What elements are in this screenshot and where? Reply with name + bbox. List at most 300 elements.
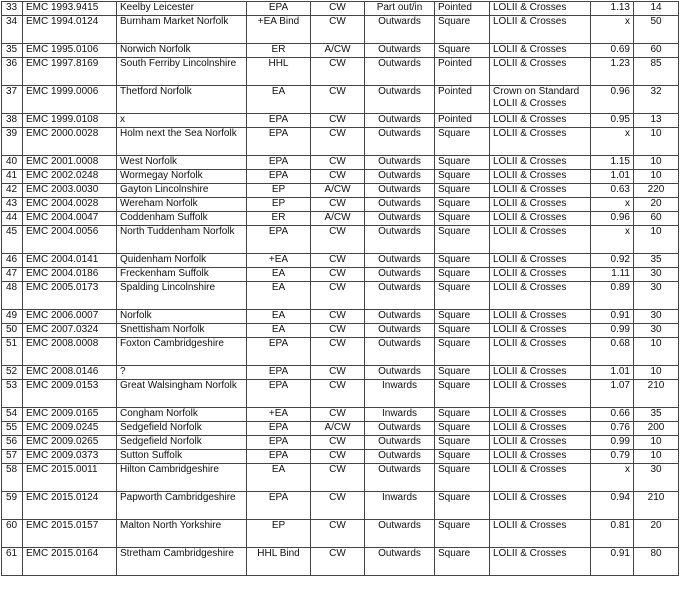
row-number-cell: 51 (2, 338, 23, 366)
quantity-cell: 30 (634, 324, 679, 338)
row-number-cell: 57 (2, 450, 23, 464)
findspot-cell: Quidenham Norfolk (117, 254, 247, 268)
direction-cell: A/CW (311, 212, 365, 226)
direction-cell: CW (311, 2, 365, 16)
terminal-shape-cell: Square (435, 464, 490, 492)
type-code-cell: EPA (247, 156, 311, 170)
orientation-cell: Outwards (365, 464, 435, 492)
direction-cell: CW (311, 114, 365, 128)
table-row (2, 450, 679, 464)
design-cell: LOLII & Crosses (490, 44, 591, 58)
row-number-cell: 35 (2, 44, 23, 58)
table-row (2, 184, 679, 198)
row-number-cell: 59 (2, 492, 23, 520)
orientation-cell: Outwards (365, 184, 435, 198)
findspot-cell: ? (117, 366, 247, 380)
quantity-cell: 50 (634, 16, 679, 44)
table-row (2, 2, 679, 16)
row-number-cell: 49 (2, 310, 23, 324)
table-row (2, 436, 679, 450)
type-code-cell: HHL (247, 58, 311, 86)
type-code-cell: +EA (247, 254, 311, 268)
type-code-cell: ER (247, 212, 311, 226)
weight-cell: x (591, 226, 634, 254)
type-code-cell: EA (247, 310, 311, 324)
quantity-cell: 60 (634, 212, 679, 226)
quantity-cell: 210 (634, 380, 679, 408)
orientation-cell: Outwards (365, 436, 435, 450)
type-code-cell: EP (247, 184, 311, 198)
weight-cell: x (591, 464, 634, 492)
findspot-cell: Sedgefield Norfolk (117, 436, 247, 450)
row-number-cell: 43 (2, 198, 23, 212)
design-cell: LOLII & Crosses (490, 338, 591, 366)
terminal-shape-cell: Square (435, 520, 490, 548)
emc-reference-cell: EMC 2015.0164 (23, 548, 117, 576)
row-number-cell: 58 (2, 464, 23, 492)
emc-reference-cell: EMC 2002.0248 (23, 170, 117, 184)
table-row (2, 44, 679, 58)
emc-reference-cell: EMC 2015.0124 (23, 492, 117, 520)
design-cell: LOLII & Crosses (490, 436, 591, 450)
orientation-cell: Outwards (365, 422, 435, 436)
orientation-cell: Inwards (365, 492, 435, 520)
findspot-cell: Great Walsingham Norfolk (117, 380, 247, 408)
emc-reference-cell: EMC 1999.0108 (23, 114, 117, 128)
row-number-cell: 52 (2, 366, 23, 380)
quantity-cell: 10 (634, 366, 679, 380)
type-code-cell: EPA (247, 2, 311, 16)
table-row (2, 338, 679, 366)
direction-cell: CW (311, 170, 365, 184)
quantity-cell: 30 (634, 464, 679, 492)
findspot-cell: Spalding Lincolnshire (117, 282, 247, 310)
type-code-cell: EPA (247, 128, 311, 156)
findspot-cell: Freckenham Suffolk (117, 268, 247, 282)
orientation-cell: Outwards (365, 338, 435, 366)
quantity-cell: 200 (634, 422, 679, 436)
direction-cell: CW (311, 128, 365, 156)
orientation-cell: Inwards (365, 380, 435, 408)
weight-cell: 0.91 (591, 310, 634, 324)
quantity-cell: 13 (634, 114, 679, 128)
row-number-cell: 42 (2, 184, 23, 198)
quantity-cell: 220 (634, 184, 679, 198)
design-cell: LOLII & Crosses (490, 520, 591, 548)
type-code-cell: EPA (247, 366, 311, 380)
terminal-shape-cell: Square (435, 310, 490, 324)
table-row (2, 114, 679, 128)
findspot-cell: Sutton Suffolk (117, 450, 247, 464)
emc-reference-cell: EMC 2001.0008 (23, 156, 117, 170)
findspot-cell: South Ferriby Lincolnshire (117, 58, 247, 86)
terminal-shape-cell: Square (435, 380, 490, 408)
terminal-shape-cell: Square (435, 156, 490, 170)
design-cell: LOLII & Crosses (490, 450, 591, 464)
design-cell: LOLII & Crosses (490, 254, 591, 268)
terminal-shape-cell: Square (435, 184, 490, 198)
type-code-cell: EP (247, 520, 311, 548)
emc-reference-cell: EMC 1995.0106 (23, 44, 117, 58)
findspot-cell: Norwich Norfolk (117, 44, 247, 58)
design-cell: LOLII & Crosses (490, 282, 591, 310)
table-row (2, 520, 679, 548)
orientation-cell: Outwards (365, 548, 435, 576)
findspot-cell: Holm next the Sea Norfolk (117, 128, 247, 156)
terminal-shape-cell: Square (435, 408, 490, 422)
table-row (2, 170, 679, 184)
emc-reference-cell: EMC 2009.0245 (23, 422, 117, 436)
design-cell: LOLII & Crosses (490, 226, 591, 254)
weight-cell: 0.96 (591, 86, 634, 114)
type-code-cell: EPA (247, 226, 311, 254)
emc-reference-cell: EMC 2007.0324 (23, 324, 117, 338)
emc-reference-cell: EMC 2009.0265 (23, 436, 117, 450)
design-cell: LOLII & Crosses (490, 366, 591, 380)
findspot-cell: Coddenham Suffolk (117, 212, 247, 226)
row-number-cell: 44 (2, 212, 23, 226)
findspot-cell: Malton North Yorkshire (117, 520, 247, 548)
findspot-cell: Keelby Leicester (117, 2, 247, 16)
type-code-cell: EPA (247, 338, 311, 366)
direction-cell: CW (311, 548, 365, 576)
orientation-cell: Outwards (365, 226, 435, 254)
type-code-cell: EA (247, 324, 311, 338)
weight-cell: 1.23 (591, 58, 634, 86)
quantity-cell: 60 (634, 44, 679, 58)
design-cell: LOLII & Crosses (490, 198, 591, 212)
design-cell: LOLII & Crosses (490, 212, 591, 226)
orientation-cell: Outwards (365, 114, 435, 128)
row-number-cell: 47 (2, 268, 23, 282)
orientation-cell: Outwards (365, 366, 435, 380)
row-number-cell: 38 (2, 114, 23, 128)
type-code-cell: HHL Bind (247, 548, 311, 576)
direction-cell: CW (311, 282, 365, 310)
weight-cell: x (591, 128, 634, 156)
direction-cell: CW (311, 324, 365, 338)
row-number-cell: 60 (2, 520, 23, 548)
terminal-shape-cell: Pointed (435, 114, 490, 128)
weight-cell: 0.99 (591, 436, 634, 450)
orientation-cell: Outwards (365, 254, 435, 268)
direction-cell: CW (311, 408, 365, 422)
weight-cell: 1.13 (591, 2, 634, 16)
quantity-cell: 35 (634, 408, 679, 422)
findspot-cell: Sedgefield Norfolk (117, 422, 247, 436)
quantity-cell: 20 (634, 198, 679, 212)
row-number-cell: 48 (2, 282, 23, 310)
design-cell: LOLII & Crosses (490, 170, 591, 184)
row-number-cell: 45 (2, 226, 23, 254)
emc-reference-cell: EMC 2009.0373 (23, 450, 117, 464)
findspot-cell: Papworth Cambridgeshire (117, 492, 247, 520)
weight-cell: 0.94 (591, 492, 634, 520)
row-number-cell: 33 (2, 2, 23, 16)
findspot-cell: Gayton Lincolnshire (117, 184, 247, 198)
quantity-cell: 85 (634, 58, 679, 86)
findspot-cell: Thetford Norfolk (117, 86, 247, 114)
design-cell: LOLII & Crosses (490, 464, 591, 492)
design-cell: LOLII & Crosses (490, 156, 591, 170)
table-row (2, 464, 679, 492)
quantity-cell: 32 (634, 86, 679, 114)
table-body (2, 2, 679, 576)
row-number-cell: 54 (2, 408, 23, 422)
findspot-cell: West Norfolk (117, 156, 247, 170)
emc-reference-cell: EMC 2004.0047 (23, 212, 117, 226)
type-code-cell: EPA (247, 422, 311, 436)
findspot-cell: Stretham Cambridgeshire (117, 548, 247, 576)
design-cell: LOLII & Crosses (490, 184, 591, 198)
table-row (2, 86, 679, 114)
quantity-cell: 30 (634, 310, 679, 324)
type-code-cell: +EA (247, 408, 311, 422)
orientation-cell: Outwards (365, 282, 435, 310)
type-code-cell: +EA Bind (247, 16, 311, 44)
direction-cell: CW (311, 198, 365, 212)
terminal-shape-cell: Pointed (435, 86, 490, 114)
quantity-cell: 10 (634, 156, 679, 170)
emc-reference-cell: EMC 2005.0173 (23, 282, 117, 310)
terminal-shape-cell: Square (435, 450, 490, 464)
direction-cell: CW (311, 380, 365, 408)
findspot-cell: North Tuddenham Norfolk (117, 226, 247, 254)
type-code-cell: EPA (247, 380, 311, 408)
emc-reference-cell: EMC 2015.0157 (23, 520, 117, 548)
direction-cell: CW (311, 268, 365, 282)
terminal-shape-cell: Square (435, 16, 490, 44)
terminal-shape-cell: Square (435, 422, 490, 436)
type-code-cell: EPA (247, 114, 311, 128)
terminal-shape-cell: Square (435, 492, 490, 520)
quantity-cell: 210 (634, 492, 679, 520)
row-number-cell: 37 (2, 86, 23, 114)
terminal-shape-cell: Square (435, 548, 490, 576)
terminal-shape-cell: Square (435, 212, 490, 226)
table-row (2, 198, 679, 212)
design-cell: LOLII & Crosses (490, 408, 591, 422)
table-row (2, 156, 679, 170)
design-cell: LOLII & Crosses (490, 2, 591, 16)
orientation-cell: Outwards (365, 198, 435, 212)
row-number-cell: 34 (2, 16, 23, 44)
quantity-cell: 20 (634, 520, 679, 548)
weight-cell: 0.91 (591, 548, 634, 576)
table-row (2, 58, 679, 86)
findspot-cell: Burnham Market Norfolk (117, 16, 247, 44)
table-row (2, 226, 679, 254)
direction-cell: CW (311, 156, 365, 170)
emc-reference-cell: EMC 2006.0007 (23, 310, 117, 324)
weight-cell: 0.76 (591, 422, 634, 436)
findspot-cell: Wereham Norfolk (117, 198, 247, 212)
terminal-shape-cell: Pointed (435, 2, 490, 16)
table-row (2, 254, 679, 268)
emc-reference-cell: EMC 1997.8169 (23, 58, 117, 86)
quantity-cell: 30 (634, 268, 679, 282)
emc-reference-cell: EMC 2004.0141 (23, 254, 117, 268)
weight-cell: 0.63 (591, 184, 634, 198)
orientation-cell: Outwards (365, 170, 435, 184)
emc-reference-cell: EMC 2004.0056 (23, 226, 117, 254)
emc-reference-cell: EMC 2015.0011 (23, 464, 117, 492)
direction-cell: CW (311, 450, 365, 464)
type-code-cell: EA (247, 464, 311, 492)
terminal-shape-cell: Square (435, 436, 490, 450)
direction-cell: A/CW (311, 422, 365, 436)
terminal-shape-cell: Square (435, 170, 490, 184)
terminal-shape-cell: Square (435, 324, 490, 338)
terminal-shape-cell: Square (435, 282, 490, 310)
terminal-shape-cell: Square (435, 198, 490, 212)
emc-reference-cell: EMC 2004.0028 (23, 198, 117, 212)
orientation-cell: Outwards (365, 128, 435, 156)
weight-cell: 0.66 (591, 408, 634, 422)
design-cell: LOLII & Crosses (490, 310, 591, 324)
findspot-cell: Norfolk (117, 310, 247, 324)
terminal-shape-cell: Pointed (435, 58, 490, 86)
table-row (2, 408, 679, 422)
type-code-cell: EPA (247, 436, 311, 450)
table-row (2, 268, 679, 282)
weight-cell: x (591, 16, 634, 44)
design-cell: LOLII & Crosses (490, 58, 591, 86)
emc-reference-cell: EMC 2000.0028 (23, 128, 117, 156)
table-row (2, 366, 679, 380)
findspot-cell: Congham Norfolk (117, 408, 247, 422)
orientation-cell: Outwards (365, 16, 435, 44)
quantity-cell: 80 (634, 548, 679, 576)
weight-cell: 0.95 (591, 114, 634, 128)
table-row (2, 310, 679, 324)
design-cell: LOLII & Crosses (490, 114, 591, 128)
quantity-cell: 35 (634, 254, 679, 268)
quantity-cell: 30 (634, 282, 679, 310)
orientation-cell: Outwards (365, 212, 435, 226)
findspot-cell: Foxton Cambridgeshire (117, 338, 247, 366)
design-cell: LOLII & Crosses (490, 422, 591, 436)
orientation-cell: Outwards (365, 324, 435, 338)
weight-cell: 0.68 (591, 338, 634, 366)
direction-cell: CW (311, 366, 365, 380)
weight-cell: 0.89 (591, 282, 634, 310)
direction-cell: CW (311, 310, 365, 324)
coin-catalogue-table (1, 1, 679, 576)
direction-cell: CW (311, 492, 365, 520)
direction-cell: CW (311, 464, 365, 492)
table-row (2, 422, 679, 436)
terminal-shape-cell: Square (435, 128, 490, 156)
terminal-shape-cell: Square (435, 254, 490, 268)
design-cell: LOLII & Crosses (490, 492, 591, 520)
type-code-cell: EA (247, 86, 311, 114)
row-number-cell: 61 (2, 548, 23, 576)
row-number-cell: 46 (2, 254, 23, 268)
weight-cell: 1.07 (591, 380, 634, 408)
emc-reference-cell: EMC 2004.0186 (23, 268, 117, 282)
orientation-cell: Outwards (365, 450, 435, 464)
type-code-cell: EPA (247, 450, 311, 464)
terminal-shape-cell: Square (435, 338, 490, 366)
row-number-cell: 36 (2, 58, 23, 86)
table-row (2, 128, 679, 156)
orientation-cell: Outwards (365, 44, 435, 58)
design-cell: LOLII & Crosses (490, 268, 591, 282)
row-number-cell: 56 (2, 436, 23, 450)
orientation-cell: Outwards (365, 310, 435, 324)
emc-reference-cell: EMC 1999.0006 (23, 86, 117, 114)
weight-cell: 1.01 (591, 170, 634, 184)
type-code-cell: EA (247, 268, 311, 282)
direction-cell: CW (311, 436, 365, 450)
direction-cell: CW (311, 226, 365, 254)
weight-cell: 1.15 (591, 156, 634, 170)
orientation-cell: Part out/in (365, 2, 435, 16)
weight-cell: 0.69 (591, 44, 634, 58)
table-row (2, 548, 679, 576)
weight-cell: 0.96 (591, 212, 634, 226)
direction-cell: CW (311, 254, 365, 268)
direction-cell: CW (311, 86, 365, 114)
findspot-cell: Snettisham Norfolk (117, 324, 247, 338)
direction-cell: CW (311, 338, 365, 366)
direction-cell: CW (311, 16, 365, 44)
quantity-cell: 14 (634, 2, 679, 16)
quantity-cell: 10 (634, 170, 679, 184)
design-cell: LOLII & Crosses (490, 324, 591, 338)
weight-cell: 1.01 (591, 366, 634, 380)
emc-reference-cell: EMC 1994.0124 (23, 16, 117, 44)
design-cell: Crown on Standard LOLII & Crosses (490, 86, 591, 114)
emc-reference-cell: EMC 2009.0153 (23, 380, 117, 408)
type-code-cell: EPA (247, 170, 311, 184)
emc-reference-cell: EMC 2008.0008 (23, 338, 117, 366)
type-code-cell: EA (247, 282, 311, 310)
emc-reference-cell: EMC 1993.9415 (23, 2, 117, 16)
table-row (2, 492, 679, 520)
terminal-shape-cell: Square (435, 226, 490, 254)
weight-cell: 1.11 (591, 268, 634, 282)
design-cell: LOLII & Crosses (490, 380, 591, 408)
direction-cell: CW (311, 58, 365, 86)
quantity-cell: 10 (634, 226, 679, 254)
row-number-cell: 53 (2, 380, 23, 408)
orientation-cell: Outwards (365, 58, 435, 86)
weight-cell: 0.92 (591, 254, 634, 268)
weight-cell: 0.81 (591, 520, 634, 548)
terminal-shape-cell: Square (435, 44, 490, 58)
orientation-cell: Outwards (365, 268, 435, 282)
type-code-cell: EPA (247, 492, 311, 520)
row-number-cell: 50 (2, 324, 23, 338)
table-row (2, 16, 679, 44)
quantity-cell: 10 (634, 338, 679, 366)
type-code-cell: EP (247, 198, 311, 212)
orientation-cell: Outwards (365, 156, 435, 170)
design-cell: LOLII & Crosses (490, 128, 591, 156)
type-code-cell: ER (247, 44, 311, 58)
quantity-cell: 10 (634, 128, 679, 156)
quantity-cell: 10 (634, 436, 679, 450)
findspot-cell: Hilton Cambridgeshire (117, 464, 247, 492)
table-row (2, 282, 679, 310)
row-number-cell: 41 (2, 170, 23, 184)
orientation-cell: Inwards (365, 408, 435, 422)
direction-cell: A/CW (311, 44, 365, 58)
table-row (2, 212, 679, 226)
emc-reference-cell: EMC 2009.0165 (23, 408, 117, 422)
